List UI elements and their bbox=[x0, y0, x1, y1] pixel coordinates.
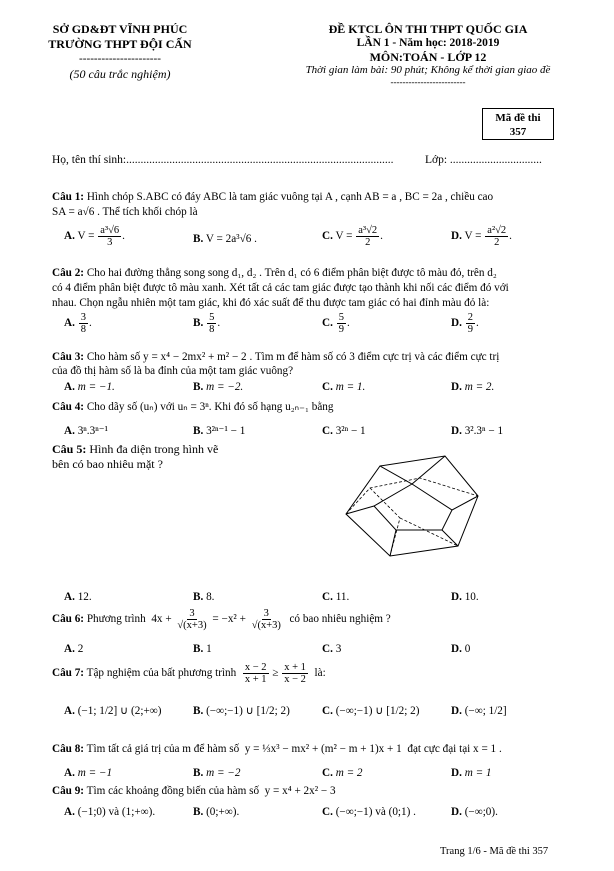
exam-code-box bbox=[482, 108, 554, 140]
q7-option-d[interactable]: D. (−∞; 1/2] bbox=[451, 705, 507, 717]
q6-option-c[interactable]: C. 3 bbox=[322, 643, 342, 655]
q5-option-d[interactable]: D. 10. bbox=[451, 591, 479, 603]
q2-line-3: nhau. Chọn ngẫu nhiên một tam giác, khi đó xác suất để thu được tam giác có hai đỉnh màu đỏ là: bbox=[52, 297, 490, 309]
q3-option-b[interactable]: B. m = −2. bbox=[193, 381, 244, 393]
dept-name: SỞ GD&ĐT VĨNH PHÚC bbox=[52, 22, 188, 36]
q6-option-d[interactable]: D. 0 bbox=[451, 643, 471, 655]
q4-option-b[interactable]: B. 3²ⁿ⁻¹ − 1 bbox=[193, 425, 246, 437]
q3-option-d[interactable]: D. m = 2. bbox=[451, 381, 495, 393]
q2-option-d[interactable]: D. $\frac{2}{9}$ . bbox=[451, 312, 479, 335]
question-8: Câu 8: Tìm tất cả giá trị của m để hàm số y = ⅓x³ − mx² + (m² − m + 1)x + 1 đạt cực đại tại x = 1 . bbox=[52, 743, 502, 755]
question-6: Câu 6: Phương trình 4x + $\frac{3}{√(x+3)}$ = −x² + $\frac{3}{√(x+3)}$ có bao nhiêu nghiệm ? bbox=[52, 608, 391, 631]
exam-subject: MÔN:TOÁN - LỚP 12 bbox=[369, 50, 487, 64]
q6-option-a[interactable]: A. 2 bbox=[64, 643, 84, 655]
q9-option-a[interactable]: A. (−1;0) và (1;+∞). bbox=[64, 806, 156, 818]
q1-option-c[interactable]: C. V = $\frac{\text{a³√2}}{2}$ . bbox=[322, 225, 383, 248]
q1-option-a[interactable]: A. V = $\frac{\text{a³√6}}{3}$ . bbox=[64, 225, 125, 248]
q8-option-a[interactable]: A. m = −1 bbox=[64, 767, 113, 779]
question-4: Câu 4: Cho dãy số (uₙ) với uₙ = 3ⁿ. Khi đó số hạng u₂ₙ₋₁ bằng bbox=[52, 401, 334, 413]
q8-option-d[interactable]: D. m = 1 bbox=[451, 767, 492, 779]
school-name: TRƯỜNG THPT ĐỘI CẤN bbox=[48, 37, 192, 51]
q2-option-b[interactable]: B. $\frac{5}{8}$ . bbox=[193, 312, 221, 335]
q4-option-a[interactable]: A. 3ⁿ.3ⁿ⁻¹ bbox=[64, 425, 108, 437]
q5-option-b[interactable]: B. 8. bbox=[193, 591, 215, 603]
exam-code: 357 bbox=[509, 126, 527, 138]
q8-option-b[interactable]: B. m = −2 bbox=[193, 767, 241, 779]
question-5: Câu 5: Hình đa diện trong hình vẽ bbox=[52, 442, 219, 456]
q4-option-c[interactable]: C. 3²ⁿ − 1 bbox=[322, 425, 366, 437]
header-dash-2: ------------------------- bbox=[390, 77, 466, 87]
q7-option-c[interactable]: C. (−∞;−1) ∪ [1/2; 2) bbox=[322, 705, 420, 717]
q2-option-a[interactable]: A. $\frac{3}{8}$ . bbox=[64, 312, 92, 335]
q1-text: Hình chóp S.ABC có đáy ABC là tam giác vuông tại A , cạnh AB = a , BC = 2a , chiều cao bbox=[86, 191, 494, 203]
q1-text-2: SA = a√6 . Thể tích khối chóp là bbox=[52, 206, 198, 218]
q9-option-b[interactable]: B. (0;+∞). bbox=[193, 806, 240, 818]
q1-option-b[interactable]: B. V = 2a³√6 . bbox=[193, 233, 257, 245]
q7-option-a[interactable]: A. (−1; 1/2] ∪ (2;+∞) bbox=[64, 705, 162, 717]
header-dash: ---------------------- bbox=[79, 53, 161, 65]
q6-option-b[interactable]: B. 1 bbox=[193, 643, 212, 655]
polyhedron-figure bbox=[330, 448, 490, 563]
question-count: (50 câu trắc nghiệm) bbox=[69, 67, 171, 81]
student-class-field[interactable]: Lớp: ................................ bbox=[425, 154, 542, 166]
question-2: Câu 2: Cho hai đường thẳng song song d₁, d₂ . Trên d₁ có 6 điểm phân biệt được tô màu đỏ, trên d₂ bbox=[52, 267, 497, 279]
exam-code-label: Mã đề thi bbox=[495, 112, 541, 124]
q2-option-c[interactable]: C. $\frac{5}{9}$ . bbox=[322, 312, 350, 335]
page-footer: Trang 1/6 - Mã đề thi 357 bbox=[440, 846, 549, 857]
q4-option-d[interactable]: D. 3².3ⁿ − 1 bbox=[451, 425, 504, 437]
q3-option-c[interactable]: C. m = 1. bbox=[322, 381, 366, 393]
q5-line-2: bên có bao nhiêu mặt ? bbox=[52, 457, 163, 471]
q7-option-b[interactable]: B. (−∞;−1) ∪ [1/2; 2) bbox=[193, 705, 290, 717]
q5-option-a[interactable]: A. 12. bbox=[64, 591, 92, 603]
q1-option-d[interactable]: D. V = $\frac{\text{a²√2}}{2}$ . bbox=[451, 225, 512, 248]
q3-option-a[interactable]: A. m = −1. bbox=[64, 381, 115, 393]
q5-option-c[interactable]: C. 11. bbox=[322, 591, 350, 603]
q2-line-2: có 4 điểm phân biệt được tô màu xanh. Xét tất cả các tam giác được tạo thành khi nối các điểm đó với bbox=[52, 282, 509, 294]
question-3: Câu 3: Cho hàm số y = x⁴ − 2mx² + m² − 2 . Tìm m để hàm số có 3 điểm cực trị và các điểm cực trị bbox=[52, 351, 500, 363]
q9-option-c[interactable]: C. (−∞;−1) và (0;1) . bbox=[322, 806, 416, 818]
exam-round: LẦN 1 - Năm học: 2018-2019 bbox=[356, 37, 500, 49]
q8-option-c[interactable]: C. m = 2 bbox=[322, 767, 363, 779]
student-name-field[interactable]: Họ, tên thí sinh:............................................................................................. bbox=[52, 154, 394, 166]
question-7: Câu 7: Tập nghiệm của bất phương trình $\frac{x - 2}{x + 1}$ ≥ $\frac{x + 1}{x - 2}$ là: bbox=[52, 662, 326, 685]
exam-title: ĐỀ KTCL ÔN THI THPT QUỐC GIA bbox=[328, 22, 528, 36]
q9-option-d[interactable]: D. (−∞;0). bbox=[451, 806, 498, 818]
exam-time: Thời gian làm bài: 90 phút; Không kể thời gian giao đề bbox=[305, 64, 551, 76]
question-1 bbox=[52, 190, 582, 204]
q1-number: Câu 1: bbox=[52, 191, 85, 203]
q3-line-2: của đồ thị hàm số là ba đỉnh của một tam giác vuông? bbox=[52, 365, 294, 377]
question-9: Câu 9: Tìm các khoảng đồng biến của hàm số y = x⁴ + 2x² − 3 bbox=[52, 785, 336, 797]
